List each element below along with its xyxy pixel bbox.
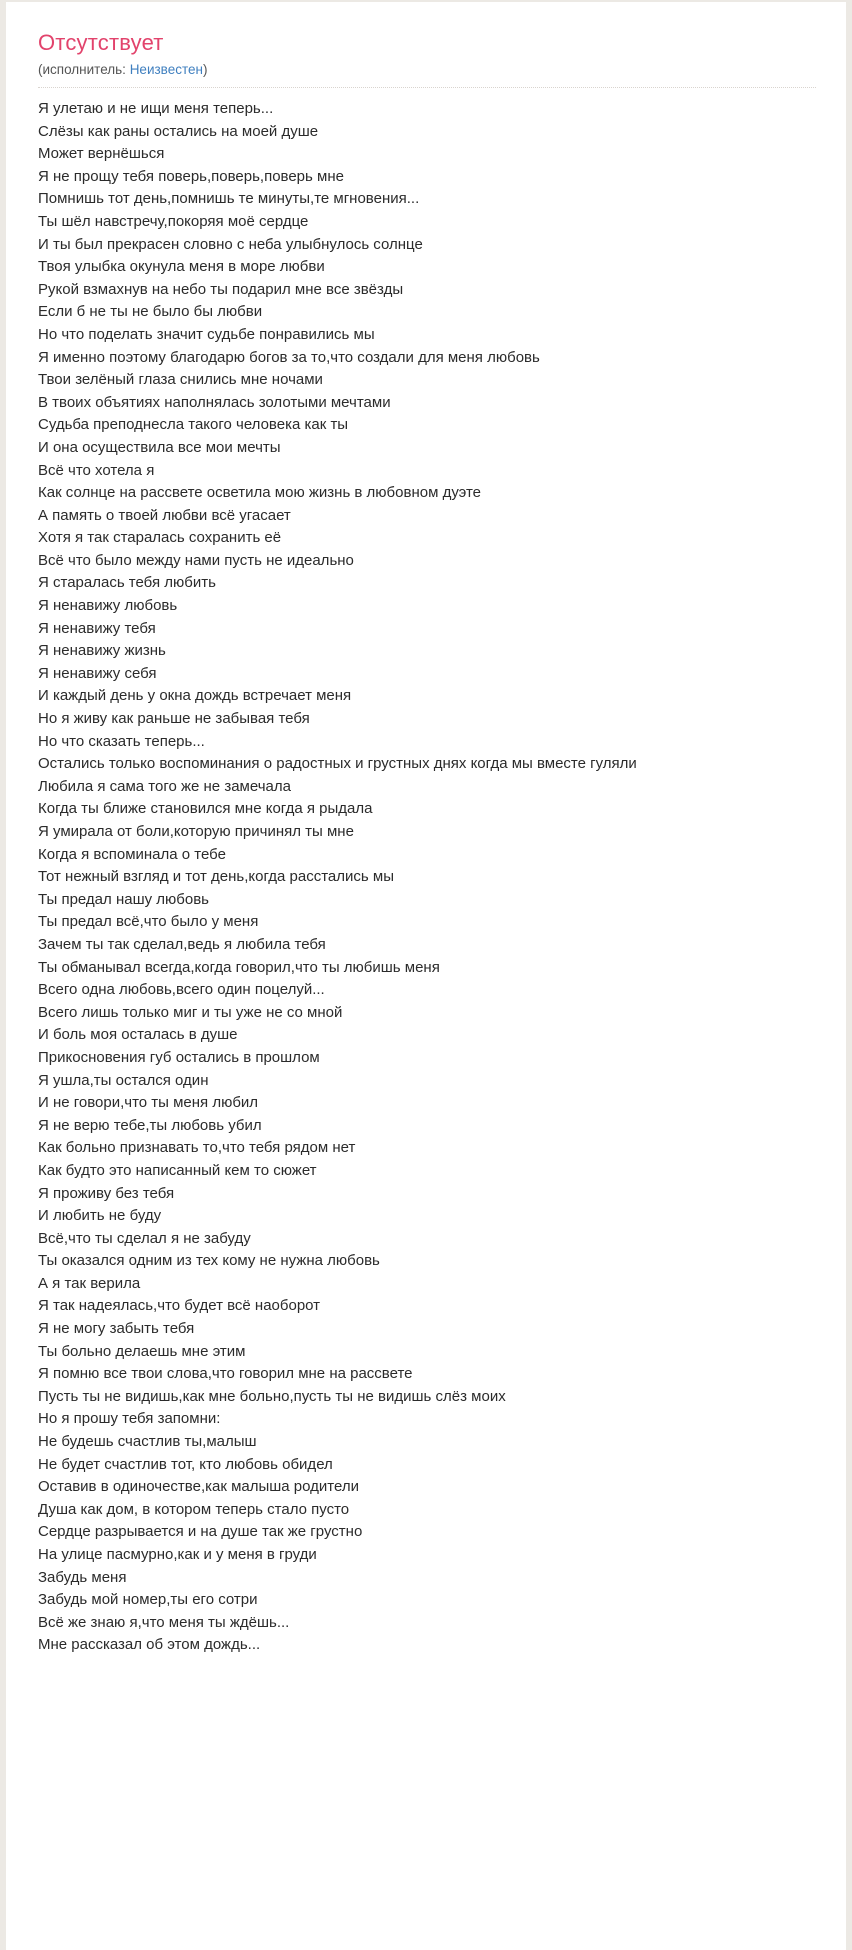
lyrics-line: Я ненавижу себя <box>38 664 157 682</box>
artist-prefix-label: (исполнитель: <box>38 62 130 77</box>
lyrics-line: И каждый день у окна дождь встречает меня <box>38 687 352 705</box>
lyrics-line: Ты оказался одним из тех кому не нужна любовь <box>38 1252 380 1270</box>
lyrics-line: Я не могу забыть тебя <box>38 1320 195 1338</box>
artist-suffix-label: ) <box>202 62 208 77</box>
artist-link[interactable]: Неизвестен <box>129 62 203 77</box>
lyrics-line: Прикосновения губ остались в прошлом <box>38 1048 320 1066</box>
lyrics-line: Всё же знаю я,что меня ты ждёшь... <box>38 1613 290 1631</box>
lyrics-line: Пусть ты не видишь,как мне больно,пусть ты не видишь слёз моих <box>38 1387 506 1405</box>
lyrics-line: Я проживу без тебя <box>38 1184 175 1202</box>
lyrics-line: Но я живу как раньше не забывая тебя <box>38 710 310 728</box>
lyrics-line: А я так верила <box>38 1274 141 1292</box>
lyrics-line: Когда ты ближе становился мне когда я рыдала <box>38 800 373 818</box>
lyrics-line: Хотя я так старалась сохранить её <box>38 529 282 547</box>
lyrics-line: Я не верю тебе,ты любовь убил <box>38 1116 262 1134</box>
lyrics-line: Не будешь счастлив ты,малыш <box>38 1433 257 1451</box>
lyrics-line: Судьба преподнесла такого человека как ты <box>38 416 349 434</box>
lyrics-line: Как будто это написанный кем то сюжет <box>38 1161 317 1179</box>
lyrics-line: Я старалась тебя любить <box>38 574 216 592</box>
lyrics-line: И ты был прекрасен словно с неба улыбнулось солнце <box>38 235 423 253</box>
lyrics-line: Забудь меня <box>38 1568 127 1586</box>
lyrics-line: Слёзы как раны остались на моей душе <box>38 122 319 140</box>
page-title: Отсутствует <box>38 30 164 55</box>
lyrics-line: Ты шёл навстречу,покоряя моё сердце <box>38 212 309 230</box>
page-content <box>6 2 846 1677</box>
lyrics-line: На улице пасмурно,как и у меня в груди <box>38 1546 317 1563</box>
lyrics-line: Как больно признавать то,что тебя рядом нет <box>38 1139 356 1157</box>
lyrics-line: Ты предал нашу любовь <box>38 890 209 908</box>
lyrics-line: Забудь мой номер,ты его сотри <box>38 1591 258 1609</box>
lyrics-line: Но я прошу тебя запомни: <box>38 1410 221 1428</box>
lyrics-line: Ты обманывал всегда,когда говорил,что ты любишь меня <box>38 958 440 976</box>
lyrics-line: Твоя улыбка окунула меня в море любви <box>38 258 325 276</box>
lyrics-line: Сердце разрывается и на душе так же грустно <box>38 1523 363 1541</box>
lyrics-text <box>38 98 816 1657</box>
lyrics-line: Может вернёшься <box>38 145 165 163</box>
lyrics-line: Когда я вспоминала о тебе <box>38 845 226 863</box>
lyrics-line: Всё,что ты сделал я не забуду <box>38 1229 251 1247</box>
lyrics-line: Я не прощу тебя поверь,поверь,поверь мне <box>38 167 344 185</box>
lyrics-line: Я ненавижу тебя <box>38 619 156 637</box>
lyrics-line: Если б не ты не было бы любви <box>38 303 263 321</box>
lyrics-line: Я ненавижу жизнь <box>38 642 166 660</box>
lyrics-line: И не говори,что ты меня любил <box>38 1094 259 1112</box>
lyrics-line: Мне рассказал об этом дождь... <box>38 1636 261 1654</box>
lyrics-line: Всё что хотела я <box>38 461 155 479</box>
lyrics-line: Всего одна любовь,всего один поцелуй... <box>38 981 325 999</box>
lyrics-line: В твоих объятиях наполнялась золотыми мечтами <box>38 393 391 411</box>
lyrics-line: Душа как дом, в котором теперь стало пусто <box>38 1500 350 1518</box>
lyrics-line: Как солнце на рассвете осветила мою жизнь в любовном дуэте <box>38 484 482 502</box>
lyrics-line: И она осуществила все мои мечты <box>38 438 281 456</box>
lyrics-line: Тот нежный взгляд и тот день,когда расстались мы <box>38 868 394 886</box>
artist-line <box>38 62 816 88</box>
lyrics-line: Любила я сама того же не замечала <box>38 777 291 795</box>
lyrics-line: Но что сказать теперь... <box>38 732 205 750</box>
lyrics-line: Я ненавижу любовь <box>38 597 178 615</box>
lyrics-line: Ты предал всё,что было у меня <box>38 913 259 931</box>
lyrics-line: Остались только воспоминания о радостных и грустных днях когда мы вместе гуляли <box>38 755 637 773</box>
lyrics-line: Не будет счастлив тот, кто любовь обидел <box>38 1455 333 1473</box>
lyrics-line: Оставив в одиночестве,как малыша родители <box>38 1478 359 1496</box>
lyrics-line: И любить не буду <box>38 1207 162 1225</box>
lyrics-line: Всё что было между нами пусть не идеально <box>38 551 354 569</box>
lyrics-line: Я улетаю и не ищи меня теперь... <box>38 100 274 117</box>
lyrics-line: Ты больно делаешь мне этим <box>38 1342 246 1360</box>
lyrics-line: Но что поделать значит судьбе понравились мы <box>38 325 375 343</box>
lyrics-line: Я ушла,ты остался один <box>38 1071 209 1089</box>
lyrics-line: Всего лишь только миг и ты уже не со мной <box>38 1003 343 1021</box>
lyrics-line: Я умирала от боли,которую причинял ты мне <box>38 823 354 840</box>
lyrics-line: Рукой взмахнув на небо ты подарил мне все звёзды <box>38 280 404 298</box>
lyrics-line: А память о твоей любви всё угасает <box>38 506 291 524</box>
lyrics-line: Я именно поэтому благодарю богов за то,что создали для меня любовь <box>38 348 540 366</box>
lyrics-line: Зачем ты так сделал,ведь я любила тебя <box>38 935 326 953</box>
lyrics-line: Твои зелёный глаза снились мне ночами <box>38 371 323 389</box>
lyrics-line: Помнишь тот день,помнишь те минуты,те мгновения... <box>38 190 420 208</box>
lyrics-line: И боль моя осталась в душе <box>38 1026 238 1044</box>
lyrics-line: Я так надеялась,что будет всё наоборот <box>38 1297 321 1315</box>
lyrics-line: Я помню все твои слова,что говорил мне на рассвете <box>38 1365 413 1383</box>
